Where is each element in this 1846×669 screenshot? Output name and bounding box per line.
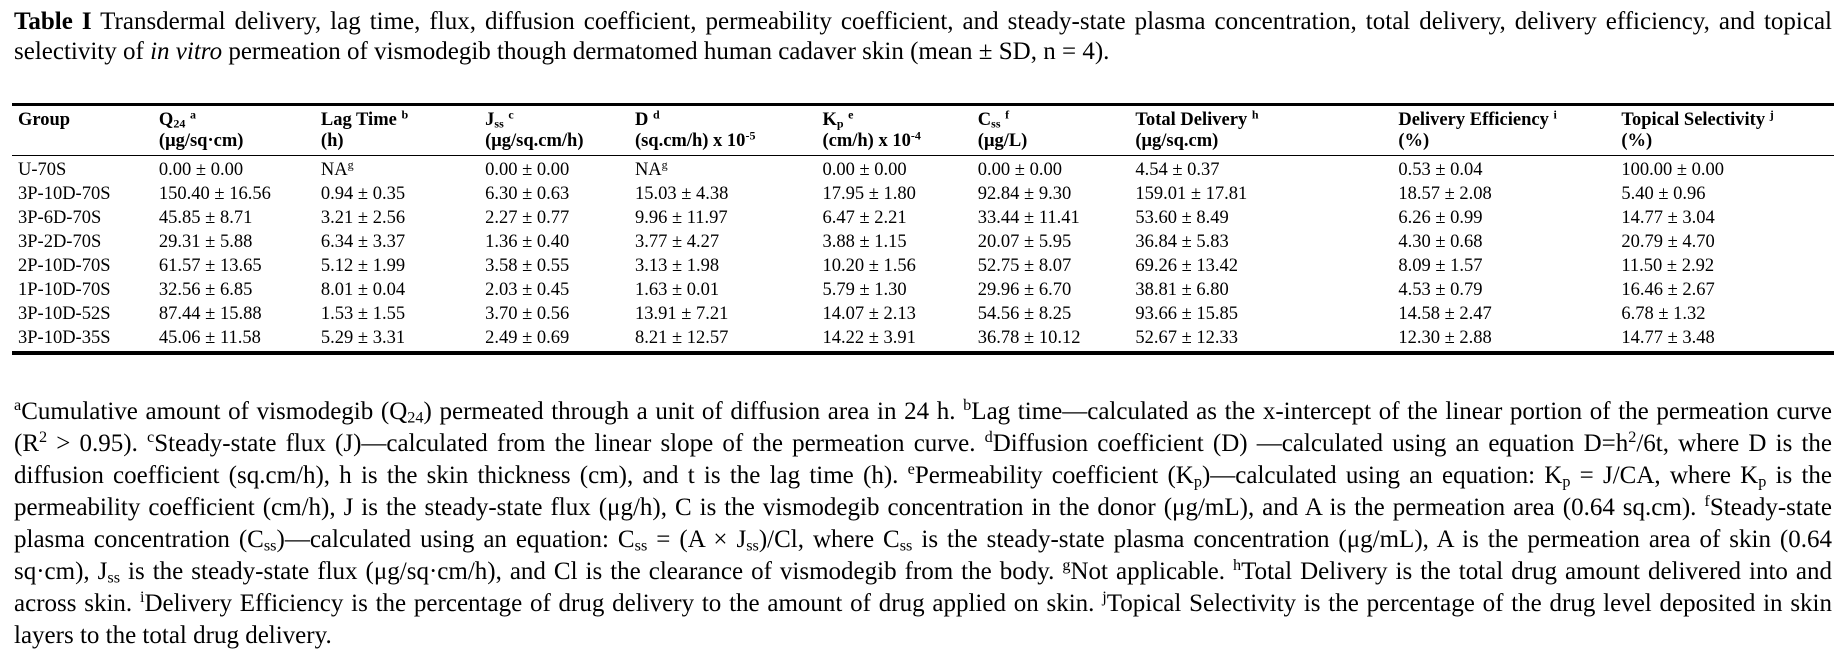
footnote: $^d$Diffusion coefficient (D) —calculated using an equation $D=h^2/6t$, where D is the diffusion coefficient (sq.cm/h), h is the skin thickness (cm), and t is the lag time (h). (14, 428, 1832, 489)
column-header: Total Delivery $^h$ (μg/sq.cm) (1129, 106, 1392, 156)
table-cell: 14.58 ± 2.47 (1398, 304, 1492, 324)
table-cell: 45.06 ± 11.58 (158, 328, 261, 348)
footnote: $^i$Delivery Efficiency is the percentage of drug delivery to the amount of drug applied on skin. (139, 588, 1103, 617)
table-cell: $NA^g$ (320, 157, 354, 180)
table-cell: 2.03 ± 0.45 (485, 280, 570, 300)
table-cell: 3.21 ± 2.56 (320, 208, 406, 228)
column-header: $C_{ss}$ $^f$ (μg/L) (972, 106, 1130, 156)
table-footnotes (14, 396, 1832, 652)
table-cell: 0.00 ± 0.00 (822, 160, 907, 180)
table-cell: U-70S (18, 160, 67, 180)
table-cell: 5.29 ± 3.31 (320, 328, 406, 348)
table-cell: 69.26 ± 13.42 (1135, 256, 1239, 276)
table-cell: 15.03 ± 4.38 (634, 184, 729, 204)
table-body (12, 156, 1834, 352)
table-row (12, 182, 1834, 206)
table-cell: 3.88 ± 1.15 (822, 232, 907, 252)
table-row (12, 302, 1834, 326)
table-cell: 14.22 ± 3.91 (822, 328, 916, 348)
table-cell: $NA^g$ (634, 157, 668, 180)
table-cell: 8.21 ± 12.57 (634, 328, 729, 348)
table-row (12, 156, 1834, 183)
table-row (12, 230, 1834, 254)
table-cell: 2P-10D-70S (18, 256, 111, 276)
table-cell: 1.53 ± 1.55 (320, 304, 406, 324)
table-cell: 1.36 ± 0.40 (485, 232, 570, 252)
table-cell: 6.78 ± 1.32 (1621, 304, 1706, 324)
table-cell: 14.77 ± 3.04 (1621, 208, 1715, 228)
table-header-row (12, 106, 1834, 156)
table-cell: 12.30 ± 2.88 (1398, 328, 1492, 348)
table-cell: 3P-6D-70S (18, 208, 102, 228)
table-cell: 4.30 ± 0.68 (1398, 232, 1483, 252)
table-cell: 8.09 ± 1.57 (1398, 256, 1483, 276)
table-cell: 159.01 ± 17.81 (1135, 184, 1248, 204)
column-header: $K_p$ $^e$ (cm/h) x $10^{-4}$ (816, 106, 971, 156)
column-header: Delivery Efficiency $^i$ (%) (1392, 106, 1615, 156)
table-cell: 3P-10D-52S (18, 304, 111, 324)
table-cell: 5.40 ± 0.96 (1621, 184, 1706, 204)
table-cell: 0.53 ± 0.04 (1398, 160, 1483, 180)
table-caption (14, 7, 1832, 67)
table-cell: 92.84 ± 9.30 (977, 184, 1072, 204)
table-cell: 36.78 ± 10.12 (977, 328, 1081, 348)
column-header: $J_{ss}$ $^c$ (μg/sq.cm/h) (479, 106, 629, 156)
table-cell: 29.31 ± 5.88 (158, 232, 253, 252)
table-cell: 0.94 ± 0.35 (320, 184, 406, 204)
table-cell: 0.00 ± 0.00 (158, 160, 244, 180)
table-cell: 6.30 ± 0.63 (485, 184, 570, 204)
table-cell: 52.75 ± 8.07 (977, 256, 1072, 276)
table-cell: 5.79 ± 1.30 (822, 280, 907, 300)
table-cell: 2.27 ± 0.77 (485, 208, 570, 228)
footnote: $^a$Cumulative amount of vismodegib $(Q_{24})$ permeated through a unit of diffusion area in 24 h. (14, 396, 964, 427)
table-cell: 6.26 ± 0.99 (1398, 208, 1483, 228)
footnote: $^h$Total Delivery is the total drug amount delivered into and across skin. (14, 556, 1832, 617)
table-cell: 3.13 ± 1.98 (634, 256, 720, 276)
column-header: D $^d$ (sq.cm/h) x $10^{-5}$ (629, 106, 817, 156)
table-cell: 3P-2D-70S (18, 232, 102, 252)
table-cell: 3.58 ± 0.55 (485, 256, 570, 276)
table-cell: 13.91 ± 7.21 (634, 304, 729, 324)
table-cell: 9.96 ± 11.97 (634, 208, 728, 228)
table-cell: 93.66 ± 15.85 (1135, 304, 1239, 324)
caption-text-end: permeation of vismodegib though dermatomed human cadaver skin (mean ± SD, n = 4). (222, 38, 1110, 65)
table-cell: 3.70 ± 0.56 (485, 304, 570, 324)
table-cell: 0.00 ± 0.00 (977, 160, 1062, 180)
table-cell: 20.07 ± 5.95 (977, 232, 1072, 252)
table-cell: 14.07 ± 2.13 (822, 304, 916, 324)
table-cell: 32.56 ± 6.85 (158, 280, 253, 300)
footnote: $^f$Steady-state plasma concentration $(C_{ss})—calculated$ using an equation: $C_{ss} = (A \times J_{ss})/Cl$, where $C_{ss}$ is the steady-state plasma concentration (μg/mL), A is the permeation area of skin (0.64 sq·cm), $J_{ss}$ is the steady-state flux (μg/sq·cm/h), and Cl is the clearance of vismodegib from the body. (14, 492, 1833, 587)
column-header: $Q_{24}$ $^a$ (μg/sq·cm) (153, 106, 315, 156)
table-cell: 29.96 ± 6.70 (977, 280, 1072, 300)
table-cell: 52.67 ± 12.33 (1135, 328, 1239, 348)
table-cell: 36.84 ± 5.83 (1135, 232, 1229, 252)
table-cell: 6.47 ± 2.21 (822, 208, 907, 228)
table-cell: 16.46 ± 2.67 (1621, 280, 1715, 300)
table-cell: 14.77 ± 3.48 (1621, 328, 1715, 348)
table-label: Table I (14, 8, 92, 35)
caption-text: Transdermal delivery, lag time, flux, diffusion coefficient, permeability coefficient, and steady-state plasma concentration, total delivery, delivery efficiency, and topical selectivity of (14, 8, 1832, 65)
table-row (12, 326, 1834, 351)
caption-italic: in vitro (150, 38, 223, 65)
table-cell: 150.40 ± 16.56 (158, 184, 271, 204)
table-cell: 3P-10D-35S (18, 328, 111, 348)
column-header: Group (12, 106, 153, 156)
table-row (12, 254, 1834, 278)
footnote: $^e$Permeability coefficient $(K_p)—calculated$ using an equation: $K_p = J/CA$, where $K_p$ is the permeability coefficient (cm/h), J is the steady-state flux (μg/h), C is the vismodegib concentration in the donor (μg/mL), and A is the permeation area (0.64 sq.cm). (14, 460, 1832, 521)
table-cell: 5.12 ± 1.99 (320, 256, 406, 276)
table-row (12, 206, 1834, 230)
table-cell: 61.57 ± 13.65 (158, 256, 262, 276)
table-cell: 54.56 ± 8.25 (977, 304, 1072, 324)
table-cell: 87.44 ± 15.88 (158, 304, 262, 324)
table-cell: 3P-10D-70S (18, 184, 111, 204)
table-cell: 45.85 ± 8.71 (158, 208, 253, 228)
table-cell: 0.00 ± 0.00 (485, 160, 570, 180)
table-cell: 17.95 ± 1.80 (822, 184, 916, 204)
table-cell: 1.63 ± 0.01 (634, 280, 720, 300)
data-table (12, 103, 1834, 355)
footnote: $^b$Lag time—calculated as the x-intercept of the linear portion of the permeation curve $(R^2 > 0.95)$. (14, 396, 1833, 457)
table-cell: 6.34 ± 3.37 (320, 232, 406, 252)
footnote: $^j$Topical Selectivity is the percentage of the drug level deposited in skin layers to the total drug delivery. (14, 588, 1833, 649)
table-cell: 33.44 ± 11.41 (977, 208, 1080, 228)
table-cell: 1P-10D-70S (18, 280, 111, 300)
table-cell: 20.79 ± 4.70 (1621, 232, 1715, 252)
table-cell: 4.54 ± 0.37 (1135, 160, 1220, 180)
table-cell: 53.60 ± 8.49 (1135, 208, 1229, 228)
table-cell: 18.57 ± 2.08 (1398, 184, 1492, 204)
table-cell: 11.50 ± 2.92 (1621, 256, 1715, 276)
table-cell: 4.53 ± 0.79 (1398, 280, 1483, 300)
table-cell: 3.77 ± 4.27 (634, 232, 720, 252)
table-row (12, 278, 1834, 302)
table-cell: 10.20 ± 1.56 (822, 256, 916, 276)
column-header: Topical Selectivity $^j$ (%) (1615, 106, 1834, 156)
table-cell: 100.00 ± 0.00 (1621, 160, 1725, 180)
table-cell: 8.01 ± 0.04 (320, 280, 406, 300)
table-cell: 38.81 ± 6.80 (1135, 280, 1229, 300)
table-cell: 2.49 ± 0.69 (485, 328, 570, 348)
footnote: $^g$Not applicable. (1062, 556, 1233, 585)
footnote: $^c$Steady-state flux (J)—calculated from the linear slope of the permeation curve. (147, 428, 985, 457)
column-header: Lag Time $^b$ (h) (315, 106, 479, 156)
